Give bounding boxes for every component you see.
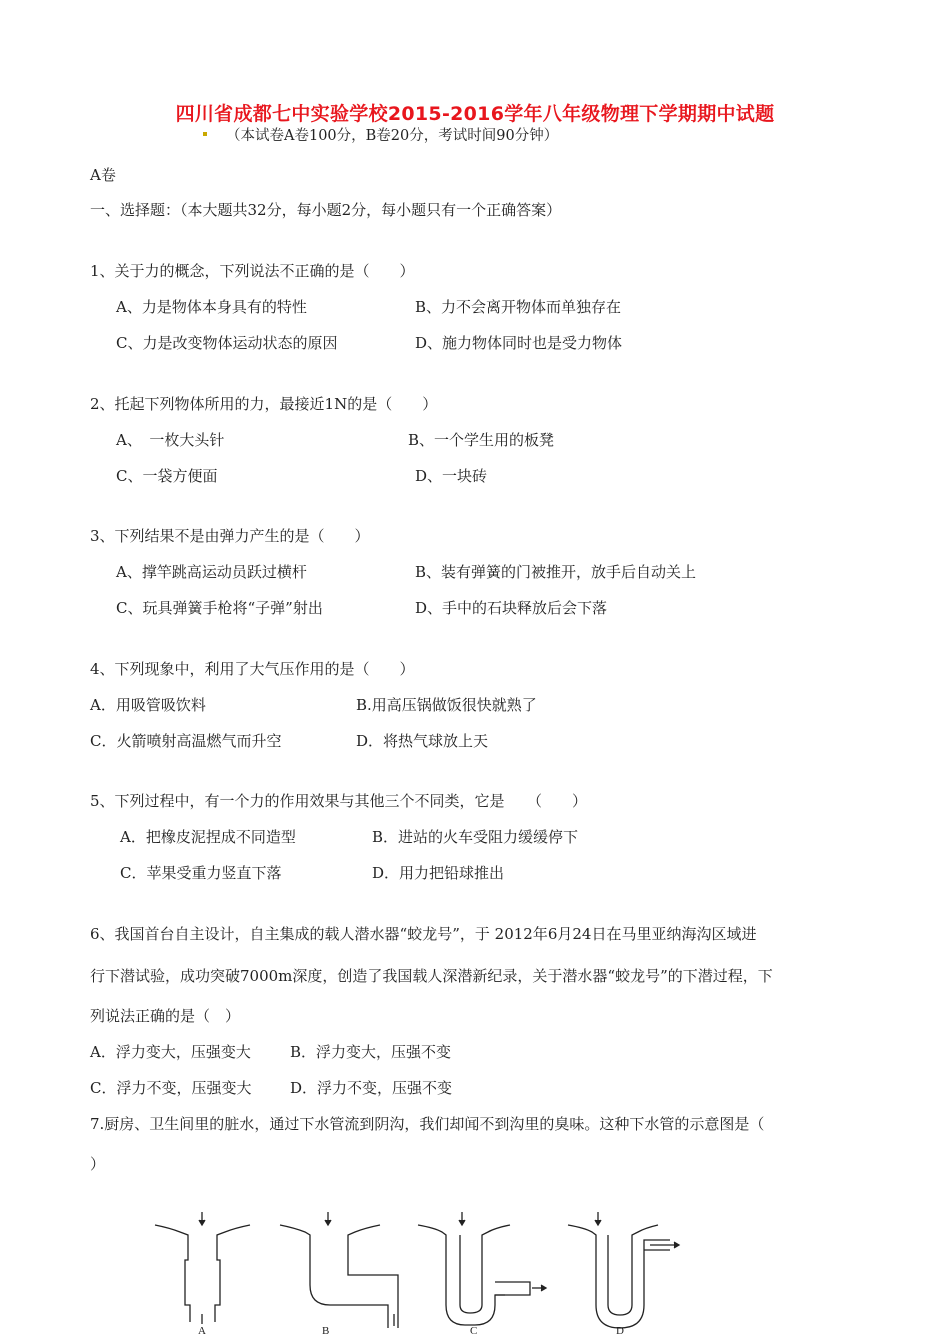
question-2-option-a: A、 一枚大头针 — [116, 431, 225, 449]
question-5-stem: 5、下列过程中，有一个力的作用效果与其他三个不同类，它是 （ ） — [90, 792, 588, 810]
question-3-stem: 3、下列结果不是由弹力产生的是（ ） — [90, 527, 370, 545]
question-4-option-a: A．用吸管吸饮料 — [90, 696, 206, 714]
question-2-option-c: C、一袋方便面 — [116, 467, 218, 485]
question-6-option-b: B．浮力变大，压强不变 — [290, 1043, 452, 1061]
question-6-option-d: D．浮力不变，压强不变 — [290, 1079, 453, 1097]
figure-label-a: A — [198, 1325, 206, 1335]
question-1-option-c: C、力是改变物体运动状态的原因 — [116, 334, 338, 352]
question-7-stem-line-2: ） — [90, 1155, 106, 1173]
question-2-option-d: D、一块砖 — [415, 467, 488, 485]
pipe-diagram-a — [155, 1212, 250, 1324]
question-4-option-d: D．将热气球放上天 — [356, 732, 489, 750]
figure-label-d: D — [616, 1325, 624, 1335]
pipe-diagram-b — [280, 1212, 398, 1328]
figure-label-c: C — [470, 1325, 478, 1335]
exam-info: （本试卷A卷100分，B卷20分，考试时间90分钟） — [226, 128, 559, 144]
question-4-option-b: B.用高压锅做饭很快就熟了 — [356, 696, 537, 714]
marker-dot — [203, 132, 207, 136]
question-3-option-b: B、装有弹簧的门被推开，放手后自动关上 — [415, 563, 697, 581]
question-6-stem-line-2: 行下潜试验，成功突破7000m深度，创造了我国载人深潜新纪录，关于潜水器“蛟龙号”的下潜过程，下 — [90, 967, 773, 985]
question-1-option-a: A、力是物体本身具有的特性 — [116, 298, 307, 316]
question-3-option-a: A、撑竿跳高运动员跃过横杆 — [116, 563, 307, 581]
question-3-option-c: C、玩具弹簧手枪将“子弹”射出 — [116, 599, 323, 617]
page-title: 四川省成都七中实验学校2015-2016学年八年级物理下学期期中试题 — [175, 103, 775, 125]
question-6-stem-line-1: 6、我国首台自主设计，自主集成的载人潜水器“蛟龙号”，于 2012年6月24日在马里亚纳海沟区域进 — [90, 925, 757, 943]
question-2-stem: 2、托起下列物体所用的力，最接近1N的是（ ） — [90, 395, 438, 413]
question-6-option-c: C．浮力不变，压强变大 — [90, 1079, 252, 1097]
question-1-option-d: D、施力物体同时也是受力物体 — [415, 334, 623, 352]
drain-pipe-figure — [150, 1210, 710, 1335]
question-7-stem-line-1: 7.厨房、卫生间里的脏水，通过下水管流到阴沟，我们却闻不到沟里的臭味。这种下水管的示意图是（ — [90, 1115, 765, 1133]
part-heading: 一、选择题：（本大题共32分，每小题2分，每小题只有一个正确答案） — [90, 201, 562, 219]
pipe-diagram-c — [418, 1212, 546, 1325]
question-5-option-b: B．进站的火车受阻力缓缓停下 — [372, 828, 579, 846]
question-5-option-c: C．苹果受重力竖直下落 — [120, 864, 282, 882]
question-2-option-b: B、一个学生用的板凳 — [408, 431, 555, 449]
question-5-option-a: A．把橡皮泥捏成不同造型 — [120, 828, 296, 846]
question-4-stem: 4、下列现象中，利用了大气压作用的是（ ） — [90, 660, 415, 678]
question-1-stem: 1、关于力的概念，下列说法不正确的是（ ） — [90, 262, 415, 280]
question-5-option-d: D．用力把铅球推出 — [372, 864, 505, 882]
question-6-option-a: A．浮力变大，压强变大 — [90, 1043, 251, 1061]
question-1-option-b: B、力不会离开物体而单独存在 — [415, 298, 622, 316]
question-4-option-c: C．火箭喷射高温燃气而升空 — [90, 732, 282, 750]
pipe-diagram-d — [568, 1212, 679, 1328]
section-label: A卷 — [90, 166, 116, 184]
question-6-stem-line-3: 列说法正确的是（ ） — [90, 1007, 241, 1025]
question-3-option-d: D、手中的石块释放后会下落 — [415, 599, 608, 617]
figure-label-b: B — [322, 1325, 330, 1335]
